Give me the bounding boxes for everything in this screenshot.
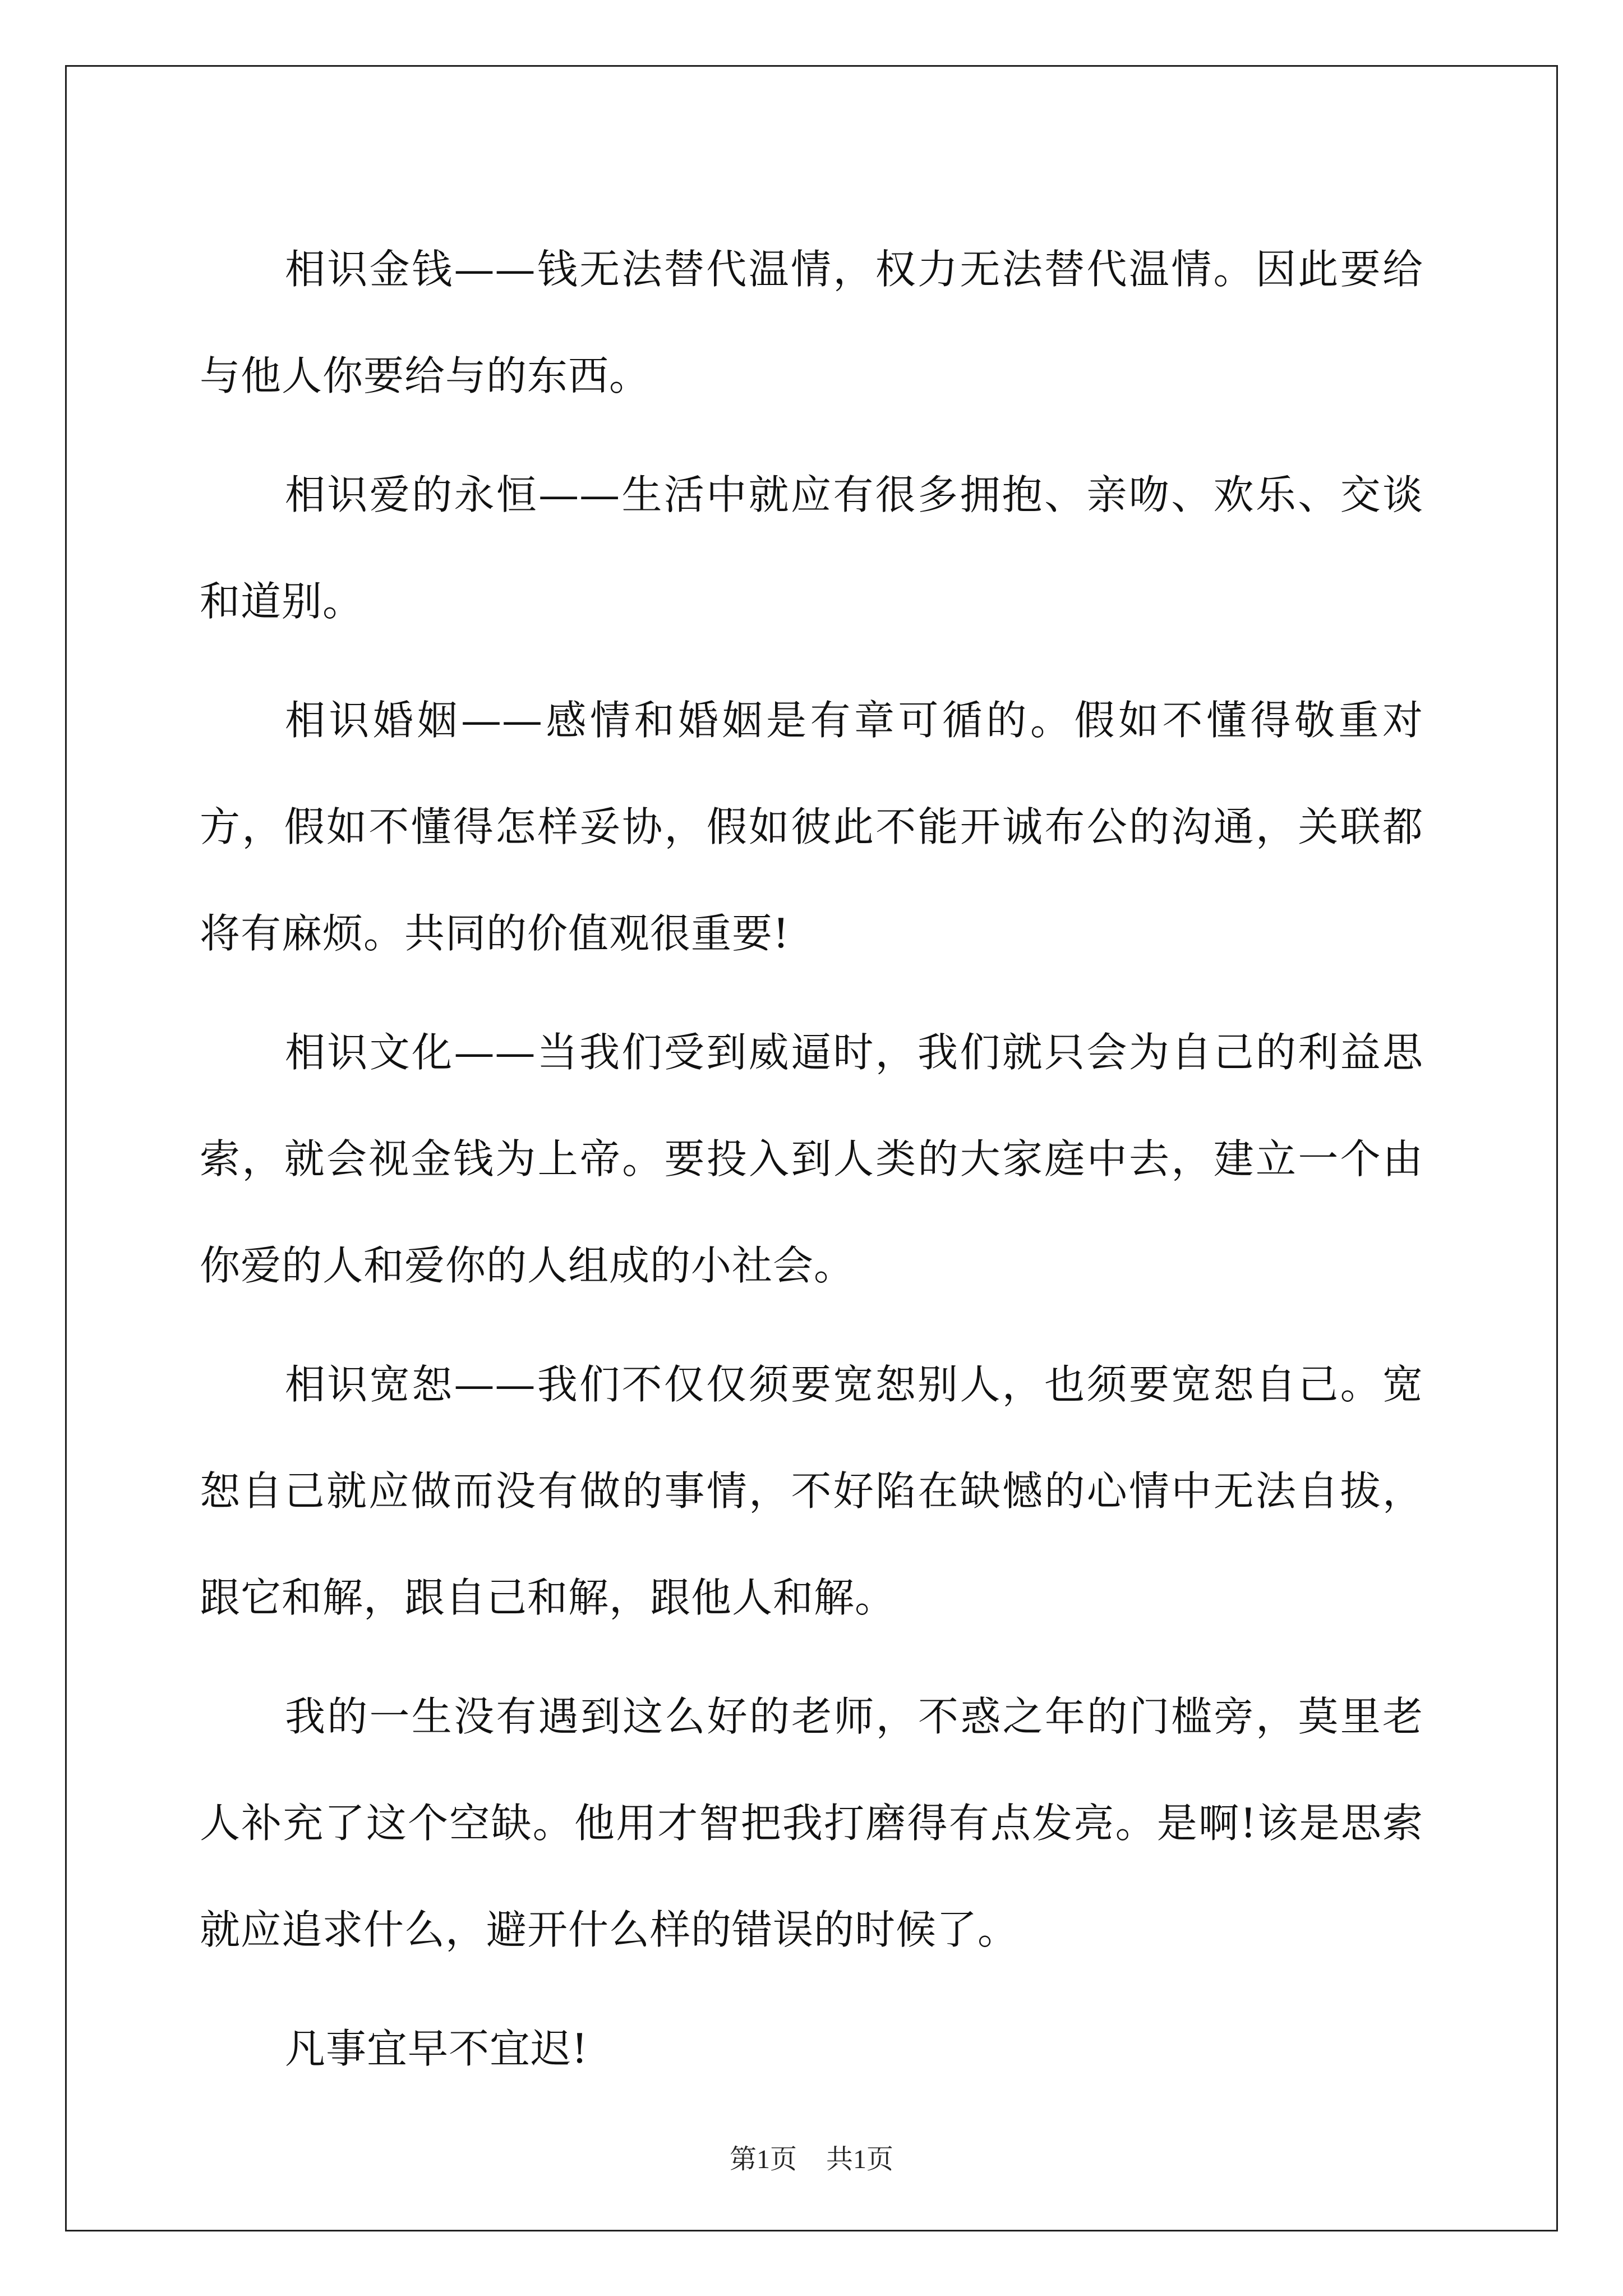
page-number-current: 第1页: [729, 2145, 797, 2174]
page-number-total: 共1页: [826, 2145, 894, 2174]
paragraph-teacher: 我的一生没有遇到这么好的老师，不惑之年的门槛旁，莫里老人补充了这个空缺。他用才智把我打磨得有点发亮。是啊!该是思索就应追求什么，避开什么样的错误的时候了。: [200, 1693, 1423, 1953]
page-footer: [0, 2137, 1623, 2176]
paragraph-money: 相识金钱——钱无法替代温情，权力无法替代温情。因此要给与他人你要给与的东西。: [200, 246, 1423, 399]
paragraph-culture: 相识文化——当我们受到威逼时，我们就只会为自己的利益思索，就会视金钱为上帝。要投入到人类的大家庭中去，建立一个由你爱的人和爱你的人组成的小社会。: [200, 1029, 1423, 1289]
paragraph-closing: 凡事宜早不宜迟!: [285, 2025, 588, 2072]
paragraph-forgiveness: 相识宽恕——我们不仅仅须要宽恕别人，也须要宽恕自己。宽恕自己就应做而没有做的事情，不好陷在缺憾的心情中无法自拔，跟它和解，跟自己和解，跟他人和解。: [200, 1361, 1423, 1621]
paragraph-love: 相识爱的永恒——生活中就应有很多拥抱、亲吻、欢乐、交谈和道别。: [200, 471, 1423, 625]
document-body: [200, 216, 1423, 2114]
paragraph-marriage: 相识婚姻——感情和婚姻是有章可循的。假如不懂得敬重对方，假如不懂得怎样妥协，假如彼此不能开诚布公的沟通，关联都将有麻烦。共同的价值观很重要!: [200, 697, 1423, 957]
